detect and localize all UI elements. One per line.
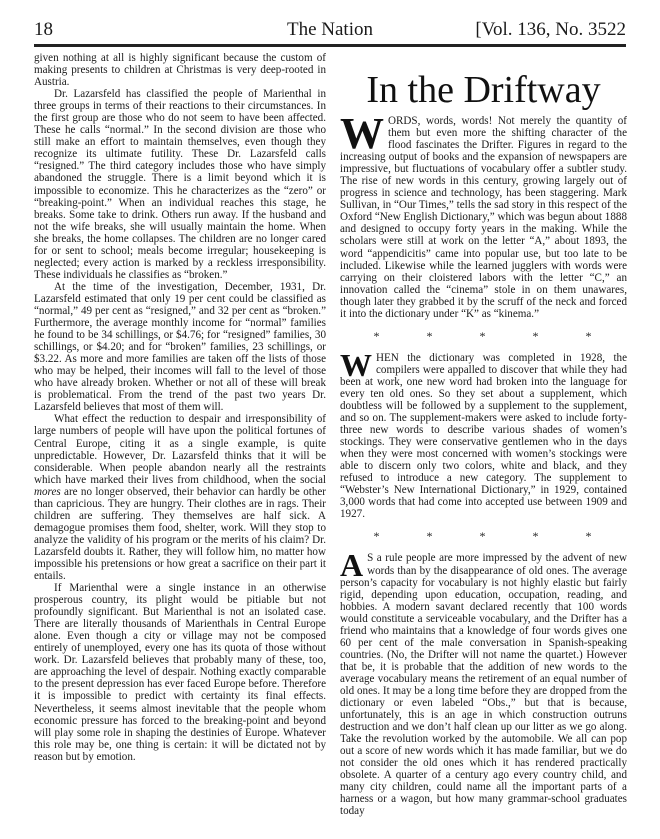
right-column <box>340 52 627 817</box>
section-paragraph <box>340 109 627 320</box>
left-column <box>34 52 326 763</box>
volume-issue: [Vol. 136, No. 3522 <box>475 19 626 40</box>
lead-in: S <box>367 552 374 565</box>
text-run: are no longer observed, their behavior can hardly be other than capricious. They are hungry. Their clothes are in rags. Their children are suffering. They themselves are half sick. A demagogue promises them food, shelter, work. Will they stop to analyze the validity of his program or the merits of his claim? Dr. Lazarsfeld doubts it. Rather, they will follow him, no matter how impossible his pretensions or how great a sacrifice on their part it entails. <box>34 485 326 583</box>
text-run: What effect the reduction to despair and irresponsibility of large numbers of people will have upon the political fortunes of Central Europe, citing it as a single example, is quite unpredictable. However, Dr. Lazarsfeld thinks that it will be considerable. When people abandon nearly all the restraints which have marked their lives from childhood, when the social <box>34 413 326 486</box>
text-run: a rule people are more impressed by the advent of new words than by the disappearance of old ones. The average person’s capacity for vocabulary is not highly elastic but fairly rigid, depending upon education, occupation, reading, and hobbies. A modern savant declared recently that 100 words would constitute a serviceable vocabulary, and the Drifter has a friend who maintains that a knowledge of four words gives one 60 per cent of the male conversation in Spanish-speaking countries. (No, the Drifter will not name the quartet.) However that be, it is probable that the addition of new words to the average vocabulary means the retirement of an equal number of old ones. It may be a long time before they are dropped from the dictionary or even labeled “Obs.,” but that is because, unfortunately, this is an age in which construction outruns destruction and we don’t half clean up our litter as we go along. Take the revolution worked by the automobile. We all can pop out a score of new words which it has made familiar, but we do not consider the old ones which it has rendered practically obsolete. A quarter of a century ago every country child, and many city children, could name all the important parts of a harness or a wagon, but how many grammar-school graduates today <box>340 552 627 818</box>
paragraph: Dr. Lazarsfeld has classified the people of Marienthal in three groups in terms of their reactions to their circumstances. In the first group are those who do not seem to have been affected. These he calls “normal.” In the second division are those who still make an effort to maintain themselves, even though they recognize its ultimate futility. These Dr. Lazarsfeld calls “resigned.” The third category includes those who have simply abandoned the struggle. There is a limit beyond which it is impossible to economize. This he characterizes as the “zero” or “breaking-point.” When an individual reaches this stage, he breaks. Some take to drink. Others run away. If the husband and not the wife breaks, she will usually maintain the home. When she breaks, the home collapses. The children are no longer cared for or sent to school; meals become irregular; housekeeping is neglected; every action is marked by a reckless irresponsibility. These individuals he classifies as “broken.” <box>34 88 326 281</box>
paragraph <box>34 413 326 582</box>
section-paragraph <box>340 346 627 521</box>
page-number: 18 <box>34 19 53 40</box>
paragraph: At the time of the investigation, December, 1931, Dr. Lazarsfeld estimated that only 19 per cent could be classified as “normal,” 49 per cent as “resigned,” and 32 per cent as “broken.” Furthermore, the average monthly income for “normal” families he found to be 34 schillings, or $4.76; for “resigned” families, 30 schillings, or $4.20; and for “broken” families, 23 schillings, or $3.22. As more and more families are taken off the lists of those who may be helped, their incomes will fall to the level of those who have already broken. Whether or not all of these will break is problematical. From the trend of the past two years Dr. Lazarsfeld believes that most of them will. <box>34 280 326 414</box>
drop-cap: A <box>340 547 364 584</box>
page-header <box>34 10 626 47</box>
section-paragraph <box>340 547 627 818</box>
lead-in: ORDS, words, words! <box>388 115 493 127</box>
paragraph: given nothing at all is highly significant because the custom of making presents to children at Christmas is very deep-rooted in Austria. <box>34 52 326 89</box>
text-run: Not merely the quantity of them but even more the shifting character of the flood fascinates the Drifter. Figures in regard to the increasing output of books and the expansion of newspapers are impressive, but fluctuations of vocabulary offer a subtler study. The rise of new words in this century, growing largely out of progress in science and technology, has been staggering. Mark Sullivan, in “Our Times,” tells the sad story in this respect of the Oxford “New English Dictionary,” which was begun about 1888 and designed to occupy forty years in the making. While the scholars were still at work on the letter “A,” about 1893, the word “appendicitis” came into popular use, but too late to be included. Likewise while the learned jugglers with words were carrying on their cloistered labors with the letter “C,” an innovation called the “cinema” stole in on them unawares, though later they grabbed it by the scruff of the neck and forced it into the dictionary under “K” as “kinema.” <box>340 115 627 320</box>
paragraph: If Marienthal were a single instance in an otherwise prosperous country, its plight would be pitiable but not profoundly significant. But Marienthal is not an isolated case. There are literally thousands of Marienthals in Central Europe alone. Even though a city or village may not be composed entirely of unemployed, every one has its quota of those without work. Dr. Lazarsfeld believes that probably many of these, too, are approaching the level of despair. Nothing exactly comparable to the present depression has ever faced Europe before. Therefore it is impossible to predict with certainty its final effects. Nevertheless, it seems almost inevitable that the people whom economic pressure has forced to the breaking-point and beyond will play some role in shaping the destinies of Europe. Whatever this role may be, one thing is certain: it will be dictated not by reason but by emotion. <box>34 582 326 763</box>
italic-term: mores <box>34 485 61 498</box>
lead-in: HEN <box>376 351 399 364</box>
section-separator: * * * * * <box>373 328 614 343</box>
drop-cap: W <box>340 346 372 383</box>
publication-title: The Nation <box>286 19 373 40</box>
section-title: In the Driftway <box>366 69 601 111</box>
section-separator: * * * * * <box>373 529 614 544</box>
text-run: the dictionary was completed in 1928, the compilers were appalled to discover that while they had been at work, one new word had broken into the language for every ten old ones. So they set about a supplement, which doubtless will be followed by a supplement to the supplement, and so on. The supplement-makers were asked to include forty-three new words to describe various shades of women’s stockings. They were conservative gentlemen who in the days when they were most concerned with women’s stockings were able to discern only two colors, white and black, and they refused to introduce a new category. The supplement to “Webster’s New International Dictionary,” in 1929, contained 3,000 words that had come into accepted use between 1909 and 1927. <box>340 351 627 521</box>
drop-cap: W <box>340 109 384 158</box>
